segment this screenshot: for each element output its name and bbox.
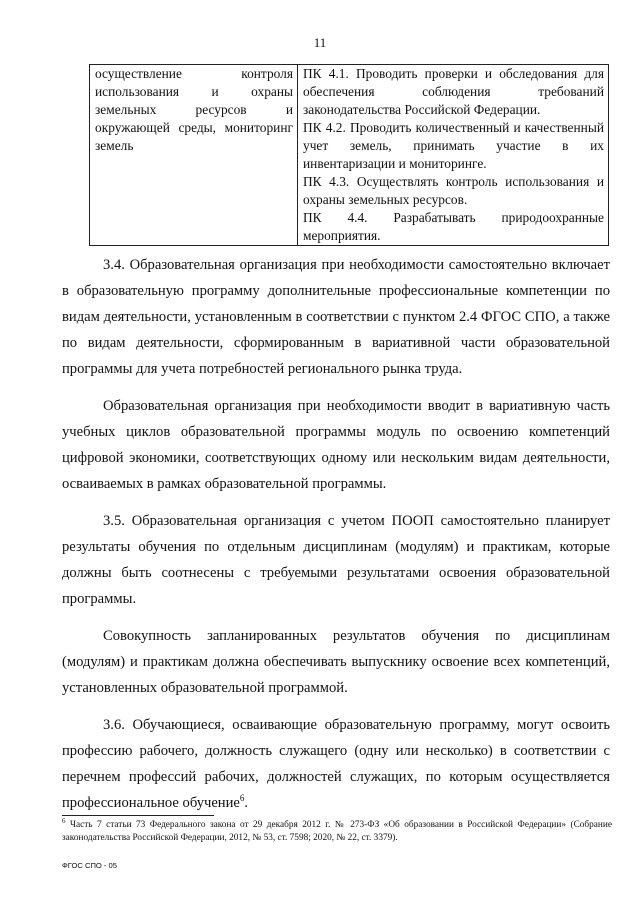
paragraph-3-6: 3.6. Обучающиеся, осваивающие образовательную программу, могут освоить профессию рабочего, должность служащего (одну или несколько) в соответствии с перечнем профессий рабочих, должностей служащих, по которым осуществляется профессиональное обучение$^6$. <box>62 717 610 811</box>
document-footer: ФГОС СПО - 05 <box>62 861 118 870</box>
paragraph-digital-module: Образовательная организация при необходимости вводит в вариативную часть учебных циклов образовательной программы модуль по освоению компетенций цифровой экономики, соответствующих одному или нескольким видам деятельности, осваиваемых в рамках образовательной программы. <box>62 398 610 492</box>
paragraph-totality: Совокупность запланированных результатов обучения по дисциплинам (модулям) и практикам должна обеспечивать выпускнику освоение всех компетенций, установленных образовательной программой. <box>62 628 610 696</box>
footnote <box>62 816 612 845</box>
page-number: 11 <box>313 35 327 50</box>
competency-pk-4-3: ПК 4.3. Осуществлять контроль использования и охраны земельных ресурсов. <box>303 174 604 207</box>
competency-pk-4-2: ПК 4.2. Проводить количественный и качественный учет земель, принимать участие в их инвентаризации и мониторинге. <box>303 120 604 171</box>
footnote-text: Часть 7 статьи 73 Федерального закона от 29 декабря 2012 г. № 273-ФЗ «Об образовании в Российской Федерации» (Собрание законодательства Российской Федерации, 2012, № 53, ст. 7598; 2020, № 22, ст. 3379). <box>62 820 612 843</box>
document-body <box>62 252 610 827</box>
paragraph-3-6-text: 3.6. Обучающиеся, осваивающие образовательную программу, могут освоить профессию рабочего, должность служащего (одну или несколько) в соответствии с перечнем профессий рабочих, должностей служащих, по которым осуществляется профессиональное обучение <box>62 717 610 811</box>
footnote-mark: 6 <box>62 816 66 825</box>
competencies-cell <box>298 65 609 246</box>
paragraph-3-5: 3.5. Образовательная организация с учетом ПООП самостоятельно планирует результаты обучения по отдельным дисциплинам (модулям) и практикам, которые должны быть соотнесены с требуемыми результатами освоения образовательной программы. <box>62 513 610 607</box>
footnote-divider <box>62 815 214 816</box>
competency-pk-4-4: ПК 4.4. Разрабатывать природоохранные мероприятия. <box>303 210 604 243</box>
competency-table <box>89 64 609 246</box>
activity-cell: осуществление контроля использования и охраны земельных ресурсов и окружающей среды, мониторинг земель <box>90 65 298 246</box>
paragraph-3-4: 3.4. Образовательная организация при необходимости самостоятельно включает в образовательную программу дополнительные профессиональные компетенции по видам деятельности, установленным в соответствии с пунктом 2.4 ФГОС СПО, а также по видам деятельности, сформированным в вариативной части образовательной программы для учета потребностей регионального рынка труда. <box>62 257 610 377</box>
table-row <box>90 65 609 246</box>
footnote-reference: 6 <box>239 793 245 804</box>
competency-pk-4-1: ПК 4.1. Проводить проверки и обследования для обеспечения соблюдения требований законодательства Российской Федерации. <box>303 66 604 117</box>
